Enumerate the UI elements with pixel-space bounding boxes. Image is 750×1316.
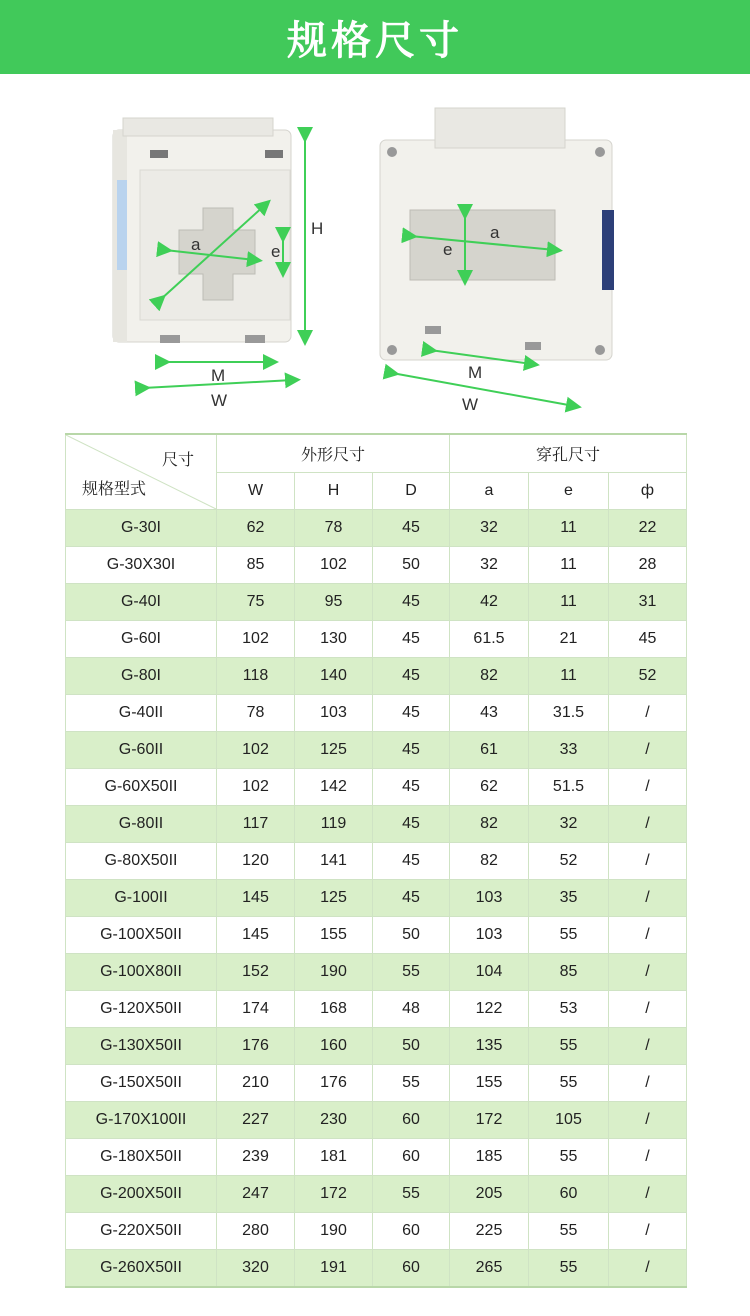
value-cell: 61.5 <box>450 621 529 658</box>
value-cell: 125 <box>295 732 373 769</box>
column-header: e <box>529 473 609 510</box>
value-cell: 42 <box>450 584 529 621</box>
value-cell: 45 <box>373 732 450 769</box>
value-cell: 32 <box>450 510 529 547</box>
value-cell: 60 <box>529 1176 609 1213</box>
table-corner-header <box>66 434 217 510</box>
page-title: 规格尺寸 <box>287 17 463 64</box>
value-cell: 55 <box>529 1065 609 1102</box>
value-cell: 210 <box>217 1065 295 1102</box>
value-cell: 172 <box>295 1176 373 1213</box>
value-cell: 22 <box>609 510 687 547</box>
model-cell: G-100II <box>66 880 217 917</box>
value-cell: 78 <box>295 510 373 547</box>
table-row <box>66 806 687 843</box>
value-cell: 60 <box>373 1139 450 1176</box>
value-cell: 45 <box>373 584 450 621</box>
table-row <box>66 547 687 584</box>
value-cell: 118 <box>217 658 295 695</box>
corner-label-model: 规格型式 <box>82 481 147 498</box>
value-cell: 50 <box>373 917 450 954</box>
value-cell: 82 <box>450 658 529 695</box>
value-cell: 125 <box>295 880 373 917</box>
value-cell: 52 <box>609 658 687 695</box>
table-row <box>66 843 687 880</box>
value-cell: 172 <box>450 1102 529 1139</box>
value-cell: 31 <box>609 584 687 621</box>
value-cell: 45 <box>373 880 450 917</box>
dim-label-a: a <box>191 235 201 254</box>
value-cell: 55 <box>373 1065 450 1102</box>
value-cell: / <box>609 880 687 917</box>
value-cell: 155 <box>295 917 373 954</box>
value-cell: 50 <box>373 1028 450 1065</box>
value-cell: 32 <box>450 547 529 584</box>
value-cell: 103 <box>295 695 373 732</box>
model-cell: G-80X50II <box>66 843 217 880</box>
value-cell: 45 <box>609 621 687 658</box>
value-cell: 119 <box>295 806 373 843</box>
value-cell: 62 <box>217 510 295 547</box>
value-cell: 140 <box>295 658 373 695</box>
value-cell: 55 <box>529 1139 609 1176</box>
dim-label-M: M <box>468 363 483 382</box>
value-cell: 78 <box>217 695 295 732</box>
value-cell: 181 <box>295 1139 373 1176</box>
model-cell: G-100X80II <box>66 954 217 991</box>
value-cell: 11 <box>529 658 609 695</box>
value-cell: 280 <box>217 1213 295 1250</box>
table-row <box>66 769 687 806</box>
value-cell: 60 <box>373 1102 450 1139</box>
value-cell: 120 <box>217 843 295 880</box>
model-cell: G-40I <box>66 584 217 621</box>
value-cell: 50 <box>373 547 450 584</box>
table-row <box>66 732 687 769</box>
dim-label-M: M <box>211 366 226 385</box>
value-cell: 45 <box>373 658 450 695</box>
model-cell: G-60II <box>66 732 217 769</box>
transformer-drawing-right <box>370 100 640 420</box>
value-cell: 160 <box>295 1028 373 1065</box>
value-cell: / <box>609 1102 687 1139</box>
model-cell: G-170X100II <box>66 1102 217 1139</box>
dim-label-W: W <box>211 391 228 410</box>
value-cell: 60 <box>373 1250 450 1287</box>
table-row <box>66 695 687 732</box>
value-cell: 130 <box>295 621 373 658</box>
model-cell: G-80I <box>66 658 217 695</box>
value-cell: 11 <box>529 584 609 621</box>
value-cell: 75 <box>217 584 295 621</box>
value-cell: 102 <box>217 769 295 806</box>
value-cell: 55 <box>529 1028 609 1065</box>
value-cell: 105 <box>529 1102 609 1139</box>
value-cell: 103 <box>450 917 529 954</box>
value-cell: 103 <box>450 880 529 917</box>
value-cell: 102 <box>295 547 373 584</box>
group-header-outer: 外形尺寸 <box>217 434 450 473</box>
value-cell: 35 <box>529 880 609 917</box>
value-cell: 48 <box>373 991 450 1028</box>
transformer-drawing-left <box>95 100 355 420</box>
value-cell: / <box>609 732 687 769</box>
page-header <box>0 0 750 74</box>
value-cell: / <box>609 954 687 991</box>
value-cell: 145 <box>217 880 295 917</box>
value-cell: 176 <box>295 1065 373 1102</box>
value-cell: / <box>609 769 687 806</box>
value-cell: 51.5 <box>529 769 609 806</box>
value-cell: 55 <box>529 917 609 954</box>
column-header: D <box>373 473 450 510</box>
value-cell: 320 <box>217 1250 295 1287</box>
model-cell: G-130X50II <box>66 1028 217 1065</box>
value-cell: 45 <box>373 806 450 843</box>
value-cell: 117 <box>217 806 295 843</box>
model-cell: G-120X50II <box>66 991 217 1028</box>
value-cell: 168 <box>295 991 373 1028</box>
table-row <box>66 1102 687 1139</box>
value-cell: / <box>609 1028 687 1065</box>
dim-label-e: e <box>271 242 281 261</box>
dim-label-a: a <box>490 223 500 242</box>
value-cell: 247 <box>217 1176 295 1213</box>
value-cell: 45 <box>373 769 450 806</box>
value-cell: 11 <box>529 547 609 584</box>
value-cell: 174 <box>217 991 295 1028</box>
value-cell: / <box>609 1139 687 1176</box>
value-cell: 239 <box>217 1139 295 1176</box>
corner-label-size: 尺寸 <box>161 452 194 469</box>
column-header: a <box>450 473 529 510</box>
value-cell: 32 <box>529 806 609 843</box>
table-row <box>66 658 687 695</box>
table-row <box>66 584 687 621</box>
table-row <box>66 1250 687 1287</box>
model-cell: G-150X50II <box>66 1065 217 1102</box>
dim-label-e: e <box>443 240 453 259</box>
transformer-figure-square-hole <box>95 100 355 420</box>
value-cell: 45 <box>373 510 450 547</box>
value-cell: 191 <box>295 1250 373 1287</box>
value-cell: 45 <box>373 621 450 658</box>
table-row <box>66 1065 687 1102</box>
dim-label-H: H <box>311 219 324 238</box>
value-cell: 95 <box>295 584 373 621</box>
value-cell: 145 <box>217 917 295 954</box>
value-cell: 185 <box>450 1139 529 1176</box>
table-row <box>66 991 687 1028</box>
value-cell: / <box>609 695 687 732</box>
table-row <box>66 1139 687 1176</box>
table-row <box>66 1028 687 1065</box>
table-row <box>66 621 687 658</box>
value-cell: 265 <box>450 1250 529 1287</box>
value-cell: 45 <box>373 843 450 880</box>
value-cell: / <box>609 1176 687 1213</box>
value-cell: / <box>609 917 687 954</box>
value-cell: 53 <box>529 991 609 1028</box>
value-cell: 60 <box>373 1213 450 1250</box>
table-row <box>66 954 687 991</box>
value-cell: 176 <box>217 1028 295 1065</box>
value-cell: 52 <box>529 843 609 880</box>
model-cell: G-60I <box>66 621 217 658</box>
value-cell: 230 <box>295 1102 373 1139</box>
table-row <box>66 510 687 547</box>
value-cell: / <box>609 991 687 1028</box>
value-cell: 55 <box>529 1213 609 1250</box>
value-cell: 102 <box>217 732 295 769</box>
value-cell: / <box>609 1250 687 1287</box>
model-cell: G-60X50II <box>66 769 217 806</box>
value-cell: / <box>609 1065 687 1102</box>
value-cell: 155 <box>450 1065 529 1102</box>
model-cell: G-260X50II <box>66 1250 217 1287</box>
transformer-figure-rect-hole <box>370 100 640 420</box>
column-header: W <box>217 473 295 510</box>
value-cell: 45 <box>373 695 450 732</box>
model-cell: G-100X50II <box>66 917 217 954</box>
value-cell: 225 <box>450 1213 529 1250</box>
model-cell: G-40II <box>66 695 217 732</box>
value-cell: 21 <box>529 621 609 658</box>
value-cell: 28 <box>609 547 687 584</box>
table-row <box>66 1213 687 1250</box>
value-cell: 141 <box>295 843 373 880</box>
table-row <box>66 1176 687 1213</box>
model-cell: G-200X50II <box>66 1176 217 1213</box>
value-cell: 122 <box>450 991 529 1028</box>
value-cell: / <box>609 843 687 880</box>
value-cell: 152 <box>217 954 295 991</box>
group-header-hole: 穿孔尺寸 <box>450 434 687 473</box>
value-cell: 85 <box>529 954 609 991</box>
value-cell: 55 <box>529 1250 609 1287</box>
value-cell: 227 <box>217 1102 295 1139</box>
value-cell: / <box>609 1213 687 1250</box>
value-cell: 85 <box>217 547 295 584</box>
table-row <box>66 917 687 954</box>
table-row <box>66 880 687 917</box>
model-cell: G-220X50II <box>66 1213 217 1250</box>
model-cell: G-30X30I <box>66 547 217 584</box>
value-cell: 82 <box>450 806 529 843</box>
value-cell: 104 <box>450 954 529 991</box>
value-cell: 62 <box>450 769 529 806</box>
value-cell: / <box>609 806 687 843</box>
model-cell: G-80II <box>66 806 217 843</box>
value-cell: 33 <box>529 732 609 769</box>
value-cell: 61 <box>450 732 529 769</box>
value-cell: 82 <box>450 843 529 880</box>
value-cell: 55 <box>373 1176 450 1213</box>
value-cell: 205 <box>450 1176 529 1213</box>
spec-table <box>65 433 687 1288</box>
value-cell: 31.5 <box>529 695 609 732</box>
value-cell: 43 <box>450 695 529 732</box>
value-cell: 102 <box>217 621 295 658</box>
model-cell: G-180X50II <box>66 1139 217 1176</box>
model-cell: G-30I <box>66 510 217 547</box>
value-cell: 55 <box>373 954 450 991</box>
value-cell: 11 <box>529 510 609 547</box>
dim-label-W: W <box>462 395 479 414</box>
value-cell: 190 <box>295 954 373 991</box>
column-header: H <box>295 473 373 510</box>
value-cell: 190 <box>295 1213 373 1250</box>
column-header: ф <box>609 473 687 510</box>
value-cell: 142 <box>295 769 373 806</box>
value-cell: 135 <box>450 1028 529 1065</box>
